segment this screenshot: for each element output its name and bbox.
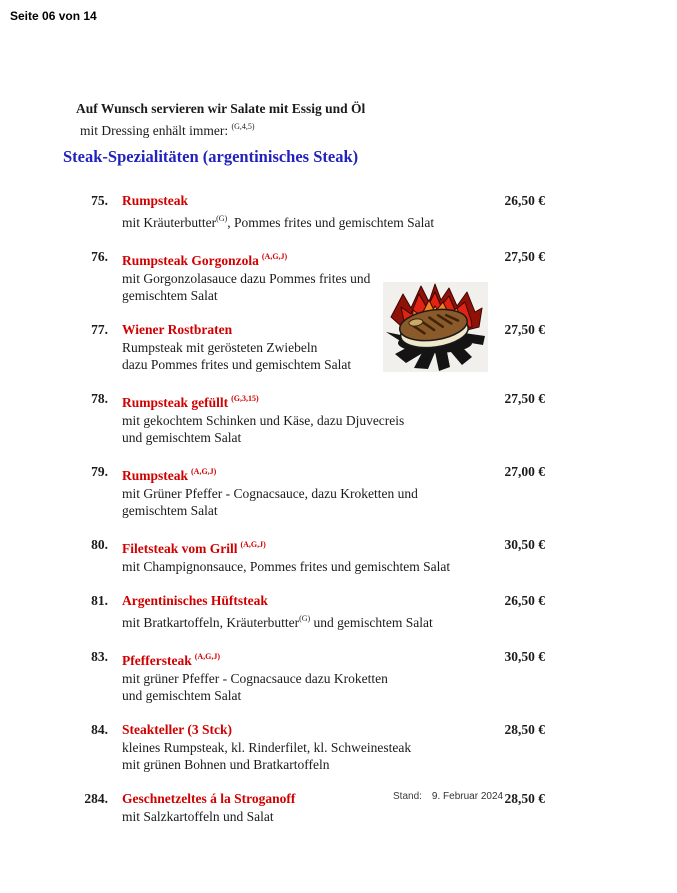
item-price: 27,00 € [504, 464, 545, 479]
item-price: 27,50 € [504, 322, 545, 337]
item-allergen-code: (G,3,15) [231, 394, 259, 403]
description-text: mit Champignonsauce, Pommes frites und gemischtem Salat [122, 559, 451, 574]
description-text: mit Gorgonzolasauce dazu Pommes frites und [122, 271, 371, 286]
item-title: Rumpsteak [122, 468, 189, 483]
item-number: 84. [91, 722, 108, 737]
description-text: , Pommes frites und gemischtem Salat [227, 215, 435, 230]
item-price: 27,50 € [504, 391, 545, 406]
item-price: 26,50 € [504, 593, 545, 608]
description-text: mit gekochtem Schinken und Käse, dazu Djuvecreis [122, 413, 405, 428]
item-description-line [122, 687, 451, 704]
description-text: dazu Pommes frites und gemischtem Salat [122, 357, 352, 372]
item-body [122, 720, 451, 773]
menu-item [0, 462, 545, 519]
item-number: 284. [84, 791, 108, 806]
menu-item [0, 647, 545, 704]
item-description-line [122, 485, 451, 502]
intro-line-2-text: mit Dressing enhält immer: [80, 123, 229, 138]
item-title: Geschnetzeltes á la Stroganoff [122, 791, 296, 806]
description-text: kleines Rumpsteak, kl. Rinderfilet, kl. Schweinesteak [122, 740, 412, 755]
description-allergen-code: (G) [299, 614, 311, 623]
description-text: mit grünen Bohnen und Bratkartoffeln [122, 757, 330, 772]
item-title: Pfeffersteak [122, 653, 192, 668]
item-price: 27,50 € [504, 249, 545, 264]
item-description-line [122, 808, 451, 825]
description-text: mit Bratkartoffeln, Kräuterbutter [122, 615, 300, 630]
item-price: 30,50 € [504, 649, 545, 664]
item-allergen-code: (A,G,J) [261, 252, 288, 261]
item-title: Rumpsteak [122, 193, 189, 208]
item-number: 76. [91, 249, 108, 264]
description-text: mit Kräuterbutter [122, 215, 217, 230]
intro-line-1: Auf Wunsch servieren wir Salate mit Essig und Öl [76, 101, 366, 116]
menu-item [0, 389, 545, 446]
revision-date-value: 9. Februar 2024 [431, 791, 504, 802]
item-body [122, 535, 451, 575]
menu-item [0, 191, 545, 231]
intro-note [76, 100, 365, 140]
description-text: gemischtem Salat [122, 503, 218, 518]
item-title: Rumpsteak Gorgonzola [122, 253, 259, 268]
item-price: 28,50 € [504, 791, 545, 806]
item-title: Argentinisches Hüftsteak [122, 593, 268, 608]
item-number: 77. [91, 322, 108, 337]
item-body [122, 591, 451, 631]
item-description-line [122, 756, 451, 773]
menu-item [0, 720, 545, 773]
item-description-line [122, 670, 451, 687]
item-price: 30,50 € [504, 537, 545, 552]
item-title: Steakteller (3 Stck) [122, 722, 232, 737]
item-body [122, 389, 451, 446]
revision-date [393, 791, 503, 802]
item-description-line [122, 558, 451, 575]
revision-date-label: Stand: [393, 791, 422, 802]
description-text: Rumpsteak mit gerösteten Zwiebeln [122, 340, 318, 355]
item-description-line [122, 739, 451, 756]
description-text: und gemischtem Salat [310, 615, 433, 630]
item-title: Filetsteak vom Grill [122, 541, 238, 556]
item-allergen-code: (A,G,J) [194, 652, 221, 661]
description-text: und gemischtem Salat [122, 688, 242, 703]
item-description-line [122, 502, 451, 519]
item-number: 78. [91, 391, 108, 406]
item-number: 79. [91, 464, 108, 479]
item-number: 83. [91, 649, 108, 664]
description-allergen-code: (G) [216, 214, 228, 223]
item-body [122, 191, 451, 231]
item-price: 28,50 € [504, 722, 545, 737]
description-text: gemischtem Salat [122, 288, 218, 303]
page-indicator: Seite 06 von 14 [10, 9, 97, 23]
item-description-line [122, 429, 451, 446]
description-text: und gemischtem Salat [122, 430, 242, 445]
item-description-line [122, 412, 451, 429]
item-number: 81. [91, 593, 108, 608]
menu-item [0, 591, 545, 631]
description-text: mit grüner Pfeffer - Cognacsauce dazu Kroketten [122, 671, 388, 686]
item-price: 26,50 € [504, 193, 545, 208]
flaming-steak-image [383, 282, 488, 372]
item-description-line [122, 210, 451, 231]
item-body [122, 647, 451, 704]
section-heading: Steak-Spezialitäten (argentinisches Steak) [63, 147, 359, 166]
item-description-line [122, 610, 451, 631]
description-text: mit Salzkartoffeln und Salat [122, 809, 274, 824]
description-text: mit Grüner Pfeffer - Cognacsauce, dazu Kroketten und [122, 486, 418, 501]
item-title: Rumpsteak gefüllt [122, 395, 229, 410]
item-title: Wiener Rostbraten [122, 322, 233, 337]
item-number: 75. [91, 193, 108, 208]
menu-item [0, 535, 545, 575]
item-body [122, 462, 451, 519]
intro-allergen-code: (G,4,5) [231, 122, 255, 131]
intro-line-2 [80, 118, 365, 140]
item-allergen-code: (A,G,J) [191, 467, 217, 476]
item-number: 80. [91, 537, 108, 552]
item-allergen-code: (A,G,J) [240, 540, 266, 549]
